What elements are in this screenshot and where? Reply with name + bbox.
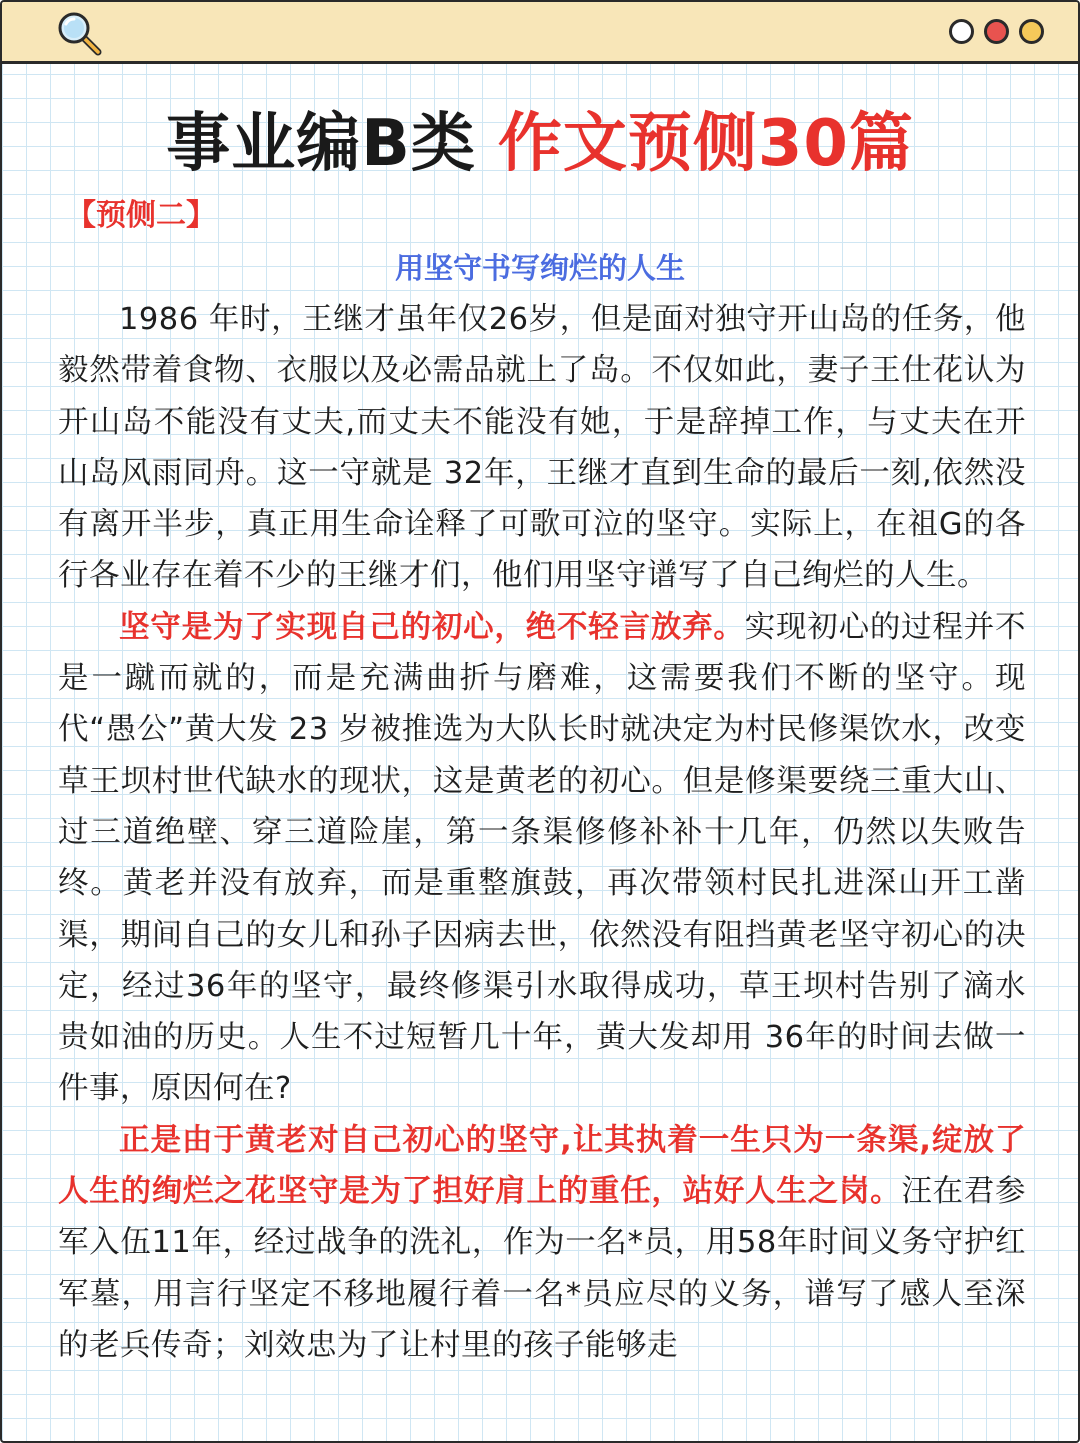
paragraph-2-highlight: 坚守是为了实现自己的初心，绝不轻言放弃。 bbox=[119, 609, 745, 645]
paragraph-1-text: 1986 年时，王继才虽年仅26岁，但是面对独守开山岛的任务，他毅然带着食物、衣服以及必需品就上了岛。不仅如此，妻子王仕花认为开山岛不能没有丈夫,而丈夫不能没有她，于是辞掉工作，与丈夫在开山岛风雨同舟。这一守就是 32年，王继才直到生命的最后一刻,依然没有离开半步，真正用生命诠释了可歌可泣的坚守。实际上，在祖G的各行各业存在着不少的王继才们，他们用坚守谱写了自己绚烂的人生。 bbox=[58, 302, 1026, 594]
page-title-dark: 事业编B类 bbox=[166, 107, 476, 181]
white-dot-icon[interactable] bbox=[949, 19, 974, 44]
paragraph-3-highlight: 正是由于黄老对自己初心的坚守,让其执着一生只为一条渠,绽放了人生的绚烂之花坚守是为了担好肩上的重任，站好人生之岗。 bbox=[58, 1122, 1026, 1210]
page-title-red: 作文预侧30篇 bbox=[497, 107, 914, 181]
red-dot-icon[interactable] bbox=[984, 19, 1009, 44]
paragraph-3 bbox=[58, 1115, 1026, 1371]
section-tag: 【预侧二】 bbox=[66, 198, 216, 233]
page-title bbox=[2, 106, 1078, 182]
paragraph-2-text: 实现初心的过程并不是一蹴而就的，而是充满曲折与磨难，这需要我们不断的坚守。现代“愚公”黄大发 23 岁被推选为大队长时就决定为村民修渠饮水，改变草王坝村世代缺水的现状，这是黄老的初心。但是修渠要绕三重大山、过三道绝壁、穿三道险崖，第一条渠修修补补十几年，仍然以失败告终。黄老并没有放弃，而是重整旗鼓，再次带领村民扎进深山开工凿渠，期间自己的女儿和孙子因病去世，依然没有阻挡黄老坚守初心的决定，经过36年的坚守，最终修渠引水取得成功，草王坝村告别了滴水贵如油的历史。人生不过短暂几十年，黄大发却用 36年的时间去做一件事，原因何在? bbox=[58, 609, 1027, 1107]
paragraph-3-text: 汪在君参军入伍11年，经过战争的洗礼，作为一名*员，用58年时间义务守护红军墓，用言行坚定不移地履行着一名*员应尽的义务，谱写了感人至深的老兵传奇；刘效忠为了让村里的孩子能够走 bbox=[58, 1174, 1027, 1363]
window-controls bbox=[949, 19, 1044, 44]
yellow-dot-icon[interactable] bbox=[1019, 19, 1044, 44]
title-bar bbox=[2, 2, 1078, 64]
essay-body bbox=[58, 294, 1026, 1371]
paragraph-2 bbox=[58, 602, 1026, 1115]
paragraph-1 bbox=[58, 294, 1026, 602]
essay-title: 用坚守书写绚烂的人生 bbox=[394, 251, 685, 285]
magnifier-icon[interactable] bbox=[54, 10, 106, 58]
